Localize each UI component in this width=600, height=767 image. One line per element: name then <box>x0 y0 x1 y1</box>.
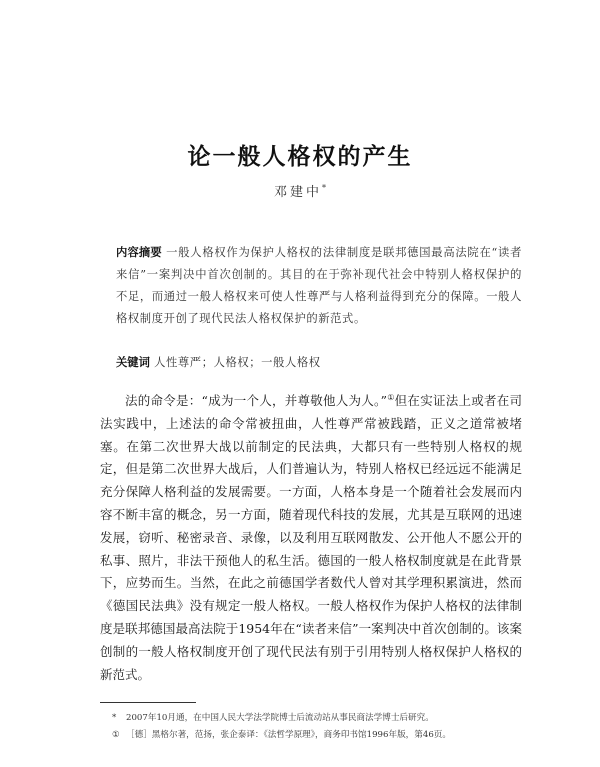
footnote-mark: * <box>112 713 117 723</box>
footnote-item <box>112 710 532 727</box>
keywords-label: 关键词 <box>116 356 150 369</box>
footnote-text: ［德］黑格尔著，范扬，张企泰译：《法哲学原理》，商务印书馆1996年版，第46页。 <box>126 730 451 740</box>
body-paragraph <box>100 390 522 686</box>
footnote-mark: ① <box>112 730 120 740</box>
abstract <box>116 242 522 330</box>
author-name: 邓建中 <box>273 185 322 200</box>
author-line <box>0 181 600 200</box>
footnote-divider <box>100 702 196 703</box>
footnote-item <box>112 727 532 744</box>
footnote-text: 2007年10月通，在中国人民大学法学院博士后流动站从事民商法学博士后研究。 <box>126 713 434 723</box>
keywords <box>116 352 522 374</box>
footnotes <box>112 710 532 744</box>
abstract-label: 内容摘要 <box>116 246 162 259</box>
body-text-part-b: 但在实证法上或者在司法实践中，上述法的命令常被扭曲，人性尊严常被践踏，正义之道常被堵塞。在第二次世界大战以前制定的民法典，大都只有一些特别人格权的规定，但是第二次世界大战后，人们普遍认为，特别人格权已经远远不能满足充分保障人格利益的发展需要。一方面，人格本身是一个随着社会发展而内容不断丰富的概念，另一方面，随着现代科技的发展，尤其是互联网的迅速发展，窃听、秘密录音、录像，以及利用互联网散发、公开他人不愿公开的私事、照片，非法干预他人的私生活。德国的一般人格权制度就是在此背景下，应势而生。当然，在此之前德国学者数代人曾对其学理积累演进，然而《德国民法典》没有规定一般人格权。一般人格权作为保护人格权的法律制度是联邦德国最高法院于1954年在“读者来信”一案判决中首次创制的。该案创制的一般人格权制度开创了现代民法有别于引用特别人格权保护人格权的新范式。 <box>100 393 522 682</box>
author-footnote-mark: * <box>322 183 326 193</box>
paper-title: 论一般人格权的产生 <box>187 144 413 170</box>
keywords-text: 人性尊严；人格权；一般人格权 <box>154 356 321 369</box>
abstract-text: 一般人格权作为保护人格权的法律制度是联邦德国最高法院在“读者来信”一案判决中首次创制的。其目的在于弥补现代社会中特别人格权保护的不足，而通过一般人格权来可使人性尊严与人格利益得到充分的保障。一般人格权制度开创了现代民法人格权保护的新范式。 <box>116 246 522 325</box>
body-text-part-a: 法的命令是：“成为一个人，并尊敬他人为人。” <box>125 393 387 408</box>
footnote-ref: ① <box>386 392 395 402</box>
